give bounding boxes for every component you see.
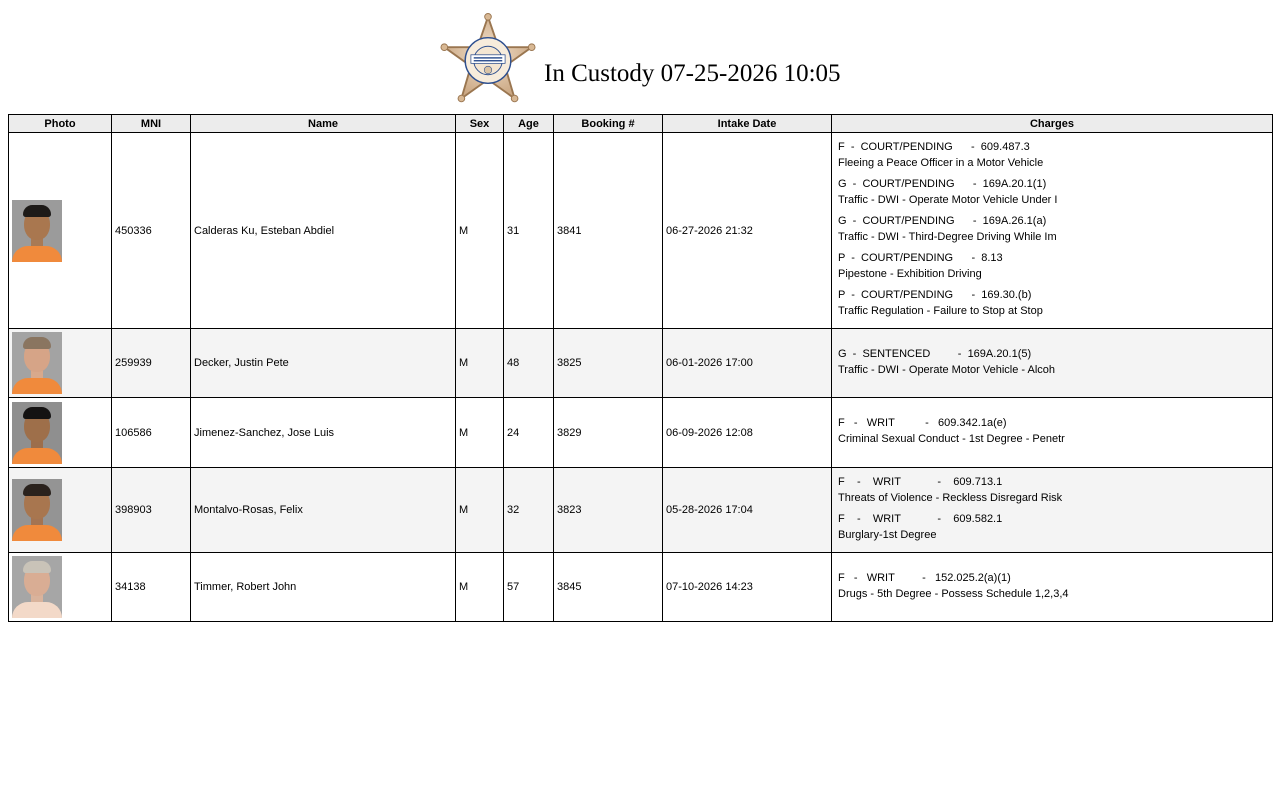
photo-cell <box>9 468 112 553</box>
charges-cell <box>832 133 1273 329</box>
table-row <box>9 329 1273 398</box>
inmate-photo[interactable] <box>12 402 62 464</box>
intake-date-cell: 06-09-2026 12:08 <box>663 398 832 468</box>
inmate-photo[interactable] <box>12 332 62 394</box>
charge-entry <box>838 287 1266 319</box>
mni-cell: 34138 <box>112 553 191 622</box>
charge-description: Pipestone - Exhibition Driving <box>838 268 982 280</box>
age-cell: 57 <box>504 553 554 622</box>
booking-cell: 3845 <box>554 553 663 622</box>
table-header-row <box>9 115 1273 133</box>
charge-code: G - COURT/PENDING - 169A.20.1(1) <box>838 178 1047 190</box>
age-cell: 32 <box>504 468 554 553</box>
booking-cell: 3841 <box>554 133 663 329</box>
booking-cell: 3825 <box>554 329 663 398</box>
column-header-age: Age <box>504 115 554 133</box>
charge-description: Drugs - 5th Degree - Possess Schedule 1,2,3,4 <box>838 587 1069 600</box>
sex-cell: M <box>456 398 504 468</box>
charges-cell <box>832 553 1273 622</box>
charge-entry <box>838 474 1266 506</box>
charge-description: Traffic - DWI - Operate Motor Vehicle - Alcoh <box>838 363 1056 376</box>
charges-cell <box>832 329 1273 398</box>
inmate-photo[interactable] <box>12 556 62 618</box>
charge-description: Criminal Sexual Conduct - 1st Degree - Penetr <box>838 433 1065 445</box>
table-row <box>9 398 1273 468</box>
photo-cell <box>9 398 112 468</box>
table-row <box>9 468 1273 553</box>
charge-entry <box>838 213 1266 245</box>
charge-code: F - COURT/PENDING - 609.487.3 <box>838 141 1030 153</box>
column-header-photo: Photo <box>9 115 112 133</box>
charge-code: F - WRIT - 609.582.1 <box>838 513 1003 525</box>
charge-description: Traffic - DWI - Third-Degree Driving While Im <box>838 231 1057 243</box>
charge-entry <box>838 346 1266 378</box>
charge-code: G - COURT/PENDING - 169A.26.1(a) <box>838 215 1047 227</box>
mni-cell: 398903 <box>112 468 191 553</box>
page-header <box>0 0 1280 114</box>
table-row <box>9 553 1273 622</box>
sex-cell: M <box>456 329 504 398</box>
table-row <box>9 133 1273 329</box>
charges-cell <box>832 468 1273 553</box>
charge-entry <box>838 570 1266 602</box>
charge-code: G - SENTENCED - 169A.20.1(5) <box>838 347 1032 360</box>
column-header-sex: Sex <box>456 115 504 133</box>
column-header-charges: Charges <box>832 115 1273 133</box>
name-cell: Jimenez-Sanchez, Jose Luis <box>191 398 456 468</box>
name-cell: Decker, Justin Pete <box>191 329 456 398</box>
sheriff-badge-logo <box>439 13 537 108</box>
charge-code: P - COURT/PENDING - 169.30.(b) <box>838 289 1032 301</box>
sex-cell: M <box>456 133 504 329</box>
charge-description: Fleeing a Peace Officer in a Motor Vehicle <box>838 157 1044 169</box>
page-title: In Custody 07-25-2026 10:05 <box>544 60 841 87</box>
custody-table <box>8 114 1273 622</box>
charge-entry <box>838 511 1266 543</box>
booking-cell: 3829 <box>554 398 663 468</box>
charge-entry <box>838 250 1266 282</box>
inmate-photo[interactable] <box>12 479 62 541</box>
photo-cell <box>9 553 112 622</box>
photo-cell <box>9 133 112 329</box>
charge-code: P - COURT/PENDING - 8.13 <box>838 252 1003 264</box>
column-header-mni: MNI <box>112 115 191 133</box>
charge-description: Traffic - DWI - Operate Motor Vehicle Under I <box>838 194 1058 206</box>
sex-cell: M <box>456 468 504 553</box>
charges-cell <box>832 398 1273 468</box>
age-cell: 31 <box>504 133 554 329</box>
name-cell: Calderas Ku, Esteban Abdiel <box>191 133 456 329</box>
intake-date-cell: 06-01-2026 17:00 <box>663 329 832 398</box>
charge-code: F - WRIT - 152.025.2(a)(1) <box>838 571 1011 584</box>
age-cell: 48 <box>504 329 554 398</box>
mni-cell: 450336 <box>112 133 191 329</box>
intake-date-cell: 07-10-2026 14:23 <box>663 553 832 622</box>
mni-cell: 106586 <box>112 398 191 468</box>
mni-cell: 259939 <box>112 329 191 398</box>
sex-cell: M <box>456 553 504 622</box>
name-cell: Montalvo-Rosas, Felix <box>191 468 456 553</box>
charge-description: Traffic Regulation - Failure to Stop at Stop <box>838 305 1043 317</box>
intake-date-cell: 06-27-2026 21:32 <box>663 133 832 329</box>
intake-date-cell: 05-28-2026 17:04 <box>663 468 832 553</box>
inmate-photo[interactable] <box>12 200 62 262</box>
charge-description: Threats of Violence - Reckless Disregard Risk <box>838 492 1063 504</box>
charge-code: F - WRIT - 609.342.1a(e) <box>838 417 1007 429</box>
charge-description: Burglary-1st Degree <box>838 529 937 541</box>
column-header-intake-date: Intake Date <box>663 115 832 133</box>
name-cell: Timmer, Robert John <box>191 553 456 622</box>
booking-cell: 3823 <box>554 468 663 553</box>
charge-entry <box>838 176 1266 208</box>
column-header-booking: Booking # <box>554 115 663 133</box>
charge-code: F - WRIT - 609.713.1 <box>838 476 1003 488</box>
column-header-name: Name <box>191 115 456 133</box>
photo-cell <box>9 329 112 398</box>
age-cell: 24 <box>504 398 554 468</box>
charge-entry <box>838 415 1266 447</box>
charge-entry <box>838 139 1266 171</box>
